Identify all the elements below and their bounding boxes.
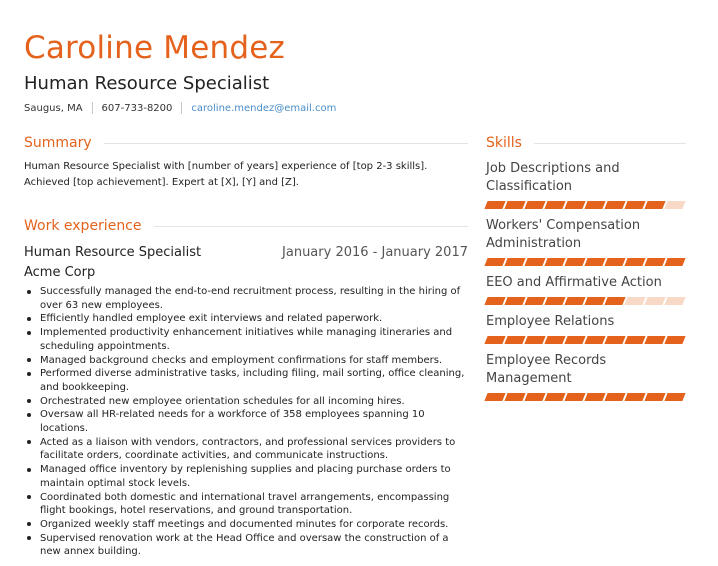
skill-segment-filled [544,297,565,305]
skill-segment-filled [604,258,625,266]
skills-list [486,160,686,401]
skill-segment-filled [484,297,505,305]
skill-segment-filled [544,201,565,209]
skill-segment-filled [604,297,625,305]
candidate-name: Caroline Mendez [24,30,285,66]
job-bullet: Managed office inventory by replenishing supplies and placing purchase orders to maintain optimal stock levels. [24,463,468,490]
contact-divider [92,102,93,114]
skill-segment-filled [644,393,665,401]
skill-segment-empty [664,297,685,305]
skill-segment-filled [484,201,505,209]
skill-segment-filled [664,258,685,266]
skill-item [486,274,686,305]
skill-segment-filled [484,258,505,266]
job-bullet: Supervised renovation work at the Head Office and oversaw the construction of a new annex building. [24,532,468,559]
skill-segment-filled [484,336,505,344]
skill-segment-filled [604,201,625,209]
skill-level-bar [486,201,686,209]
skill-item [486,217,686,266]
skill-segment-empty [664,201,685,209]
job-row [24,243,468,261]
skills-header [486,134,686,152]
skill-segment-filled [604,336,625,344]
skill-segment-filled [624,336,645,344]
skill-segment-filled [524,201,545,209]
skill-segment-filled [584,201,605,209]
skill-segment-filled [524,297,545,305]
job-bullet: Implemented productivity enhancement initiatives while managing itineraries and scheduling appointments. [24,326,468,353]
skill-segment-filled [564,201,585,209]
skill-segment-filled [664,336,685,344]
work-experience-section [24,217,468,559]
skill-name: Employee Relations [486,314,615,329]
location-text: Saugus, MA [24,102,83,114]
skill-segment-filled [584,297,605,305]
skill-level-bar [486,258,686,266]
skill-segment-filled [544,258,565,266]
skill-level-bar [486,336,686,344]
skill-segment-empty [644,297,665,305]
skills-heading: Skills [486,135,522,151]
job-dates: January 2016 - January 2017 [282,244,468,260]
summary-text: Human Resource Specialist with [number of years] experience of [top 2-3 skills]. Achieved [top achievement]. Expert at [X], [Y] and [Z]. [24,161,428,188]
skill-name: Employee Records Management [486,353,607,386]
skill-segment-filled [564,393,585,401]
job-bullet: Performed diverse administrative tasks, including filing, mail sorting, office cleaning, and bookkeeping. [24,367,468,394]
job-bullet: Oversaw all HR-related needs for a workforce of 358 employees spanning 10 locations. [24,408,468,435]
skill-segment-filled [484,393,505,401]
skill-segment-filled [624,258,645,266]
skill-segment-filled [524,258,545,266]
skill-segment-filled [584,336,605,344]
skill-segment-filled [524,336,545,344]
skill-segment-filled [664,393,685,401]
job-bullet: Coordinated both domestic and international travel arrangements, encompassing flight bookings, hotel reservations, and ground transportation. [24,491,468,518]
contact-line [24,100,336,116]
skill-segment-filled [544,393,565,401]
skill-item [486,352,686,401]
skill-segment-filled [524,393,545,401]
skill-level-bar [486,297,686,305]
skill-segment-filled [644,336,665,344]
email-link[interactable]: caroline.mendez@email.com [191,102,337,114]
skill-segment-filled [624,201,645,209]
skill-level-bar [486,393,686,401]
skill-segment-filled [564,297,585,305]
section-divider [104,143,468,144]
job-bullet: Orchestrated new employee orientation schedules for all incoming hires. [24,395,468,409]
skill-segment-filled [504,297,525,305]
skill-item [486,160,686,209]
skill-segment-filled [504,393,525,401]
skill-segment-filled [584,258,605,266]
main-column [24,134,468,559]
skill-item [486,313,686,344]
summary-section [24,134,468,191]
skill-segment-filled [564,258,585,266]
skill-segment-filled [544,336,565,344]
skill-segment-filled [624,393,645,401]
skill-name: EEO and Affirmative Action [486,275,662,290]
company-name: Acme Corp [24,265,96,280]
section-divider [534,143,686,144]
phone-text: 607-733-8200 [101,102,173,114]
job-bullet: Efficiently handled employee exit interviews and related paperwork. [24,312,468,326]
work-header [24,217,468,235]
job-title: Human Resource Specialist [24,244,202,260]
skill-segment-filled [644,201,665,209]
summary-header [24,134,468,152]
skill-segment-empty [624,297,645,305]
job-bullet: Organized weekly staff meetings and documented minutes for corporate records. [24,518,468,532]
skill-segment-filled [584,393,605,401]
work-heading: Work experience [24,218,142,234]
job-bullet-list [24,285,468,559]
job-bullet: Successfully managed the end-to-end recruitment process, resulting in the hiring of over 63 new employees. [24,285,468,312]
summary-heading: Summary [24,135,92,151]
section-divider [154,226,469,227]
skill-segment-filled [504,201,525,209]
job-bullet: Managed background checks and employment confirmations for staff members. [24,354,468,368]
skill-name: Workers' Compensation Administration [486,218,641,251]
skill-segment-filled [504,258,525,266]
contact-divider [181,102,182,114]
skills-column [486,134,686,401]
skill-segment-filled [504,336,525,344]
candidate-title: Human Resource Specialist [24,73,270,94]
skill-segment-filled [644,258,665,266]
skill-segment-filled [564,336,585,344]
skill-segment-filled [604,393,625,401]
skill-name: Job Descriptions and Classification [486,161,620,194]
job-bullet: Acted as a liaison with vendors, contractors, and professional services providers to facilitate orders, coordinate activities, and communicate instructions. [24,436,468,463]
